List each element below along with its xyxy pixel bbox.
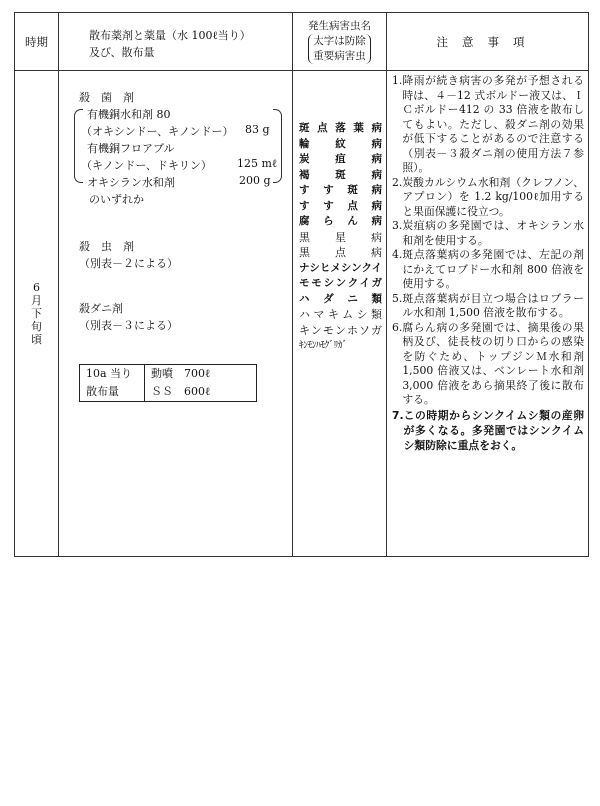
rate-values bbox=[145, 365, 257, 402]
acaricide-title: 殺ダニ剤 bbox=[79, 302, 123, 315]
note-list bbox=[392, 74, 584, 453]
pest-item: 炭疽病 bbox=[299, 153, 382, 165]
fungicide-item-1-amount: 83 g bbox=[245, 123, 270, 136]
pest-item: 輪紋病 bbox=[299, 137, 382, 150]
note-item bbox=[392, 321, 584, 408]
pest-list bbox=[299, 121, 382, 354]
spray-cell bbox=[59, 71, 293, 557]
note-item bbox=[392, 219, 584, 248]
rate-label: 10a 当り 散布量 bbox=[80, 365, 145, 402]
pest-item: ナシヒメシンクイ bbox=[299, 261, 382, 274]
fungicide-item-3-amount: 200 g bbox=[239, 174, 271, 187]
note-text: 炭酸カルシウム水和剤（クレフノン、アプロン）を 1.2 kg/100ℓ加用すると果面保護に役立つ。 bbox=[402, 175, 584, 218]
header-pest-bracket bbox=[308, 34, 371, 64]
fungicide-item-3-name: オキシラン水和剤 bbox=[87, 176, 175, 189]
pest-item: ｷﾝﾓﾝﾊﾓｸﾞﾘｶﾞ bbox=[299, 340, 347, 351]
pest-item: ハマキムシ類 bbox=[299, 308, 382, 321]
insecticide-title: 殺 虫 剤 bbox=[79, 240, 134, 253]
insecticide-ref: （別表－２による） bbox=[79, 257, 178, 270]
fungicide-item-2-amount: 125 mℓ bbox=[237, 157, 278, 170]
header-spray-line1: 散布薬剤と薬量（水 100ℓ当り） bbox=[89, 28, 251, 42]
header-pest-line3: 重要病害虫 bbox=[313, 50, 366, 62]
rate-dongfun: 動噴 700ℓ bbox=[151, 367, 211, 380]
pest-item: キンモンホソガ bbox=[299, 323, 382, 337]
rate-ss: ＳＳ 600ℓ bbox=[151, 385, 211, 398]
fungicide-title: 殺 菌 剤 bbox=[79, 91, 134, 104]
right-bracket bbox=[273, 109, 282, 183]
note-text: 腐らん病の多発園では、摘果後の果柄及び、徒長枝の切り口からの感染を防ぐため、トップジンＭ水和剤 1,500 倍液又は、ベンレート水和剤 3,000 倍液をあら摘果終了後に散布する。 bbox=[402, 320, 584, 406]
period-text: 6 月 下 旬 頃 bbox=[31, 281, 42, 346]
body-row bbox=[15, 71, 589, 557]
notes-cell bbox=[387, 71, 589, 557]
pest-item: モモシンクイガ bbox=[299, 277, 382, 289]
pest-item: 腐らん病 bbox=[299, 215, 382, 227]
pest-item: 黒星病 bbox=[299, 230, 382, 244]
header-pest bbox=[293, 13, 387, 71]
fungicide-item-2-name: 有機銅フロアブル bbox=[87, 142, 175, 155]
pest-item: すす点病 bbox=[299, 199, 382, 212]
note-item bbox=[392, 176, 584, 220]
period-cell bbox=[15, 71, 59, 557]
note-number: 4. bbox=[392, 248, 403, 261]
pest-item: ハダニ類 bbox=[299, 292, 382, 305]
header-notes: 注意事項 bbox=[387, 13, 589, 71]
note-text: 斑点落葉病の多発園では、左記の剤にかえてロブドー水和剤 800 倍液を使用する。 bbox=[402, 248, 584, 290]
pest-item: 褐斑病 bbox=[299, 168, 382, 181]
note-item bbox=[392, 74, 584, 176]
acaricide-ref: （別表－３による） bbox=[79, 319, 178, 332]
fungicide-item-1-detail: （オキシンドー、キノンドー） bbox=[81, 125, 234, 138]
note-number: 5. bbox=[392, 291, 403, 305]
header-pest-line1: 発生病害虫名 bbox=[308, 20, 371, 32]
pest-item: 斑点落葉病 bbox=[299, 122, 382, 134]
fungicide-item-2-detail: （キノンドー、ドキリン） bbox=[81, 159, 212, 172]
note-text: この時期からシンクイムシ類の産卵が多くなる。多発園ではシンクイムシ類防除に重点をおく。 bbox=[403, 408, 584, 452]
pest-item: 黒点病 bbox=[299, 246, 382, 259]
header-pest-line2: 太字は防除 bbox=[313, 35, 366, 47]
header-time: 時期 bbox=[15, 13, 59, 71]
note-number: 7. bbox=[392, 408, 404, 422]
pest-cell bbox=[293, 71, 387, 557]
header-spray-line2: 及び、散布量 bbox=[89, 45, 155, 59]
fungicide-either: のいずれか bbox=[89, 193, 144, 206]
note-item bbox=[392, 292, 584, 321]
note-number: 2. bbox=[392, 175, 403, 189]
note-text: 炭疽病の多発園では、オキシラン水和剤を使用する。 bbox=[402, 219, 584, 247]
note-text: 降雨が続き病害の多発が予想される時は、４－12 式ボルドー液又は、ＩＣボルドー412 の 33 倍液を散布してもよい。ただし、殺ダニ剤の効果が低下することがあるので注意する（別表－３殺ダニ剤の使用方法７参照）。 bbox=[402, 74, 584, 174]
note-text: 斑点落葉病が目立つ場合はロブラール水和剤 1,500 倍液を散布する。 bbox=[402, 291, 584, 319]
spray-schedule-table bbox=[14, 12, 589, 557]
note-item bbox=[392, 408, 584, 453]
note-number: 3. bbox=[392, 219, 403, 232]
note-number: 6. bbox=[392, 320, 403, 334]
header-spray bbox=[59, 13, 293, 71]
pest-item: すす斑病 bbox=[299, 184, 382, 196]
header-row bbox=[15, 13, 589, 71]
fungicide-item-1-name: 有機銅水和剤 80 bbox=[87, 108, 171, 121]
note-item bbox=[392, 248, 584, 292]
note-number: 1. bbox=[392, 74, 403, 87]
spray-rate-table bbox=[79, 364, 257, 402]
